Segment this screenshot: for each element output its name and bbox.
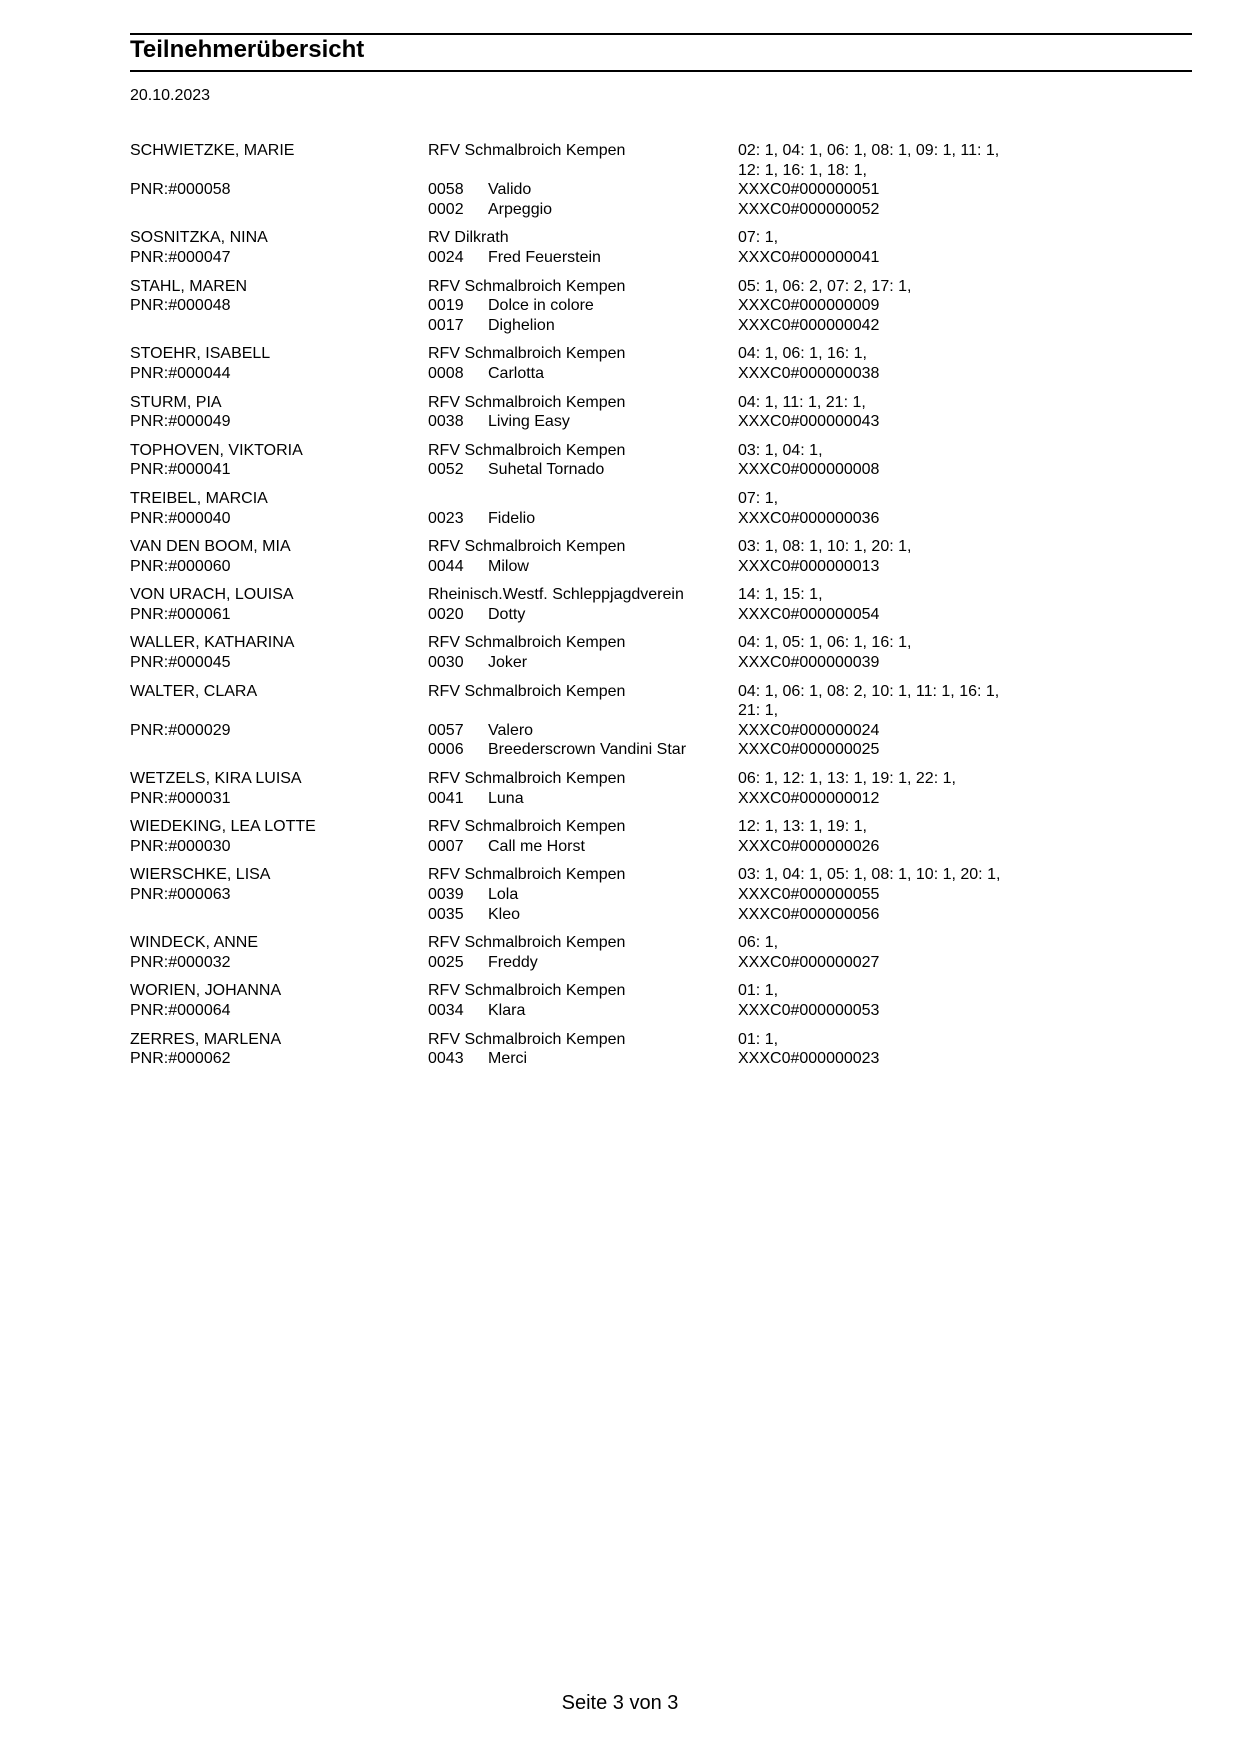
horse-code: XXXC0#000000053 (738, 1001, 880, 1019)
participant-name: WINDECK, ANNE (130, 934, 259, 952)
horse-number: 0052 (428, 461, 464, 479)
horse-number: 0023 (428, 509, 464, 527)
horse-code: XXXC0#000000023 (738, 1050, 880, 1068)
horse-name: Luna (488, 789, 524, 807)
participant-name: WALLER, KATHARINA (130, 634, 295, 652)
horse-name: Call me Horst (488, 837, 585, 855)
horse-number: 0019 (428, 297, 464, 315)
horse-name: Dolce in colore (488, 297, 594, 315)
entry-line (0, 981, 1240, 1001)
start-list: 12: 1, 13: 1, 19: 1, (738, 818, 867, 836)
entry-line (0, 393, 1240, 413)
horse-code: XXXC0#000000039 (738, 654, 880, 672)
entry-line (0, 489, 1240, 509)
horse-code: XXXC0#000000012 (738, 789, 880, 807)
participant-name: TREIBEL, MARCIA (130, 489, 268, 507)
entry-line (0, 141, 1240, 161)
horse-number: 0020 (428, 605, 464, 623)
horse-code: XXXC0#000000042 (738, 316, 880, 334)
horse-code: XXXC0#000000036 (738, 509, 880, 527)
horse-code: XXXC0#000000043 (738, 413, 880, 431)
horse-number: 0041 (428, 789, 464, 807)
horse-number: 0008 (428, 364, 464, 382)
horse-code: XXXC0#000000026 (738, 837, 880, 855)
entry-line (0, 701, 1240, 721)
club-name: RFV Schmalbroich Kempen (428, 866, 626, 884)
participant-pnr: PNR:#000048 (130, 297, 231, 315)
start-list: 03: 1, 08: 1, 10: 1, 20: 1, (738, 538, 912, 556)
start-list: 07: 1, (738, 229, 779, 247)
horse-name: Living Easy (488, 413, 570, 431)
start-list: 01: 1, (738, 1030, 779, 1048)
entry-line (0, 682, 1240, 702)
horse-code: XXXC0#000000055 (738, 886, 880, 903)
page-title: Teilnehmerübersicht (130, 36, 365, 63)
participant-pnr: PNR:#000062 (130, 1050, 231, 1068)
participant-entry (0, 769, 1240, 808)
start-list: 04: 1, 06: 1, 16: 1, (738, 345, 867, 363)
participant-name: SCHWIETZKE, MARIE (130, 142, 295, 159)
horse-code: XXXC0#000000009 (738, 297, 880, 315)
horse-number: 0057 (428, 721, 464, 739)
entry-line (0, 441, 1240, 461)
entry-line (0, 412, 1240, 432)
participant-entry (0, 865, 1240, 924)
entry-line (0, 865, 1240, 885)
horse-code: XXXC0#000000013 (738, 557, 880, 575)
horse-code: XXXC0#000000052 (738, 200, 880, 218)
participant-name: STURM, PIA (130, 393, 222, 411)
participant-name: STOEHR, ISABELL (130, 345, 271, 363)
entry-line (0, 316, 1240, 336)
entry-line (0, 633, 1240, 653)
horse-name: Fred Feuerstein (488, 248, 601, 266)
club-name: RFV Schmalbroich Kempen (428, 345, 626, 363)
club-name: RFV Schmalbroich Kempen (428, 393, 626, 411)
participant-pnr: PNR:#000044 (130, 364, 231, 382)
club-name: RFV Schmalbroich Kempen (428, 982, 626, 1000)
horse-number: 0002 (428, 200, 464, 218)
entry-line (0, 557, 1240, 577)
participant-name: SOSNITZKA, NINA (130, 229, 268, 247)
entry-line (0, 789, 1240, 809)
entry-line (0, 721, 1240, 741)
participant-entry (0, 682, 1240, 760)
participant-pnr: PNR:#000030 (130, 837, 231, 855)
horse-name: Lola (488, 886, 519, 903)
horse-name: Fidelio (488, 509, 536, 527)
club-name: RFV Schmalbroich Kempen (428, 441, 626, 459)
entry-line (0, 180, 1240, 200)
participant-entry (0, 933, 1240, 972)
horse-code: XXXC0#000000054 (738, 605, 880, 623)
start-list: 01: 1, (738, 982, 779, 1000)
entry-line (0, 364, 1240, 384)
horse-number: 0043 (428, 1050, 464, 1068)
participant-name: WIERSCHKE, LISA (130, 866, 271, 884)
entry-line (0, 605, 1240, 625)
start-list-continued: 12: 1, 16: 1, 18: 1, (738, 161, 867, 179)
participant-pnr: PNR:#000049 (130, 413, 231, 431)
participant-entry (0, 537, 1240, 576)
participant-entry (0, 633, 1240, 672)
club-name: RFV Schmalbroich Kempen (428, 818, 626, 836)
entry-line (0, 905, 1240, 925)
participant-pnr: PNR:#000040 (130, 509, 231, 527)
horse-number: 0034 (428, 1001, 464, 1019)
entry-line (0, 817, 1240, 837)
entry-line (0, 1001, 1240, 1021)
participant-entry (0, 1030, 1240, 1069)
participant-name: WETZELS, KIRA LUISA (130, 770, 302, 788)
start-list: 02: 1, 04: 1, 06: 1, 08: 1, 09: 1, 11: 1, (738, 142, 1000, 159)
horse-name: Valido (488, 181, 532, 199)
entry-line (0, 537, 1240, 557)
horse-name: Milow (488, 557, 529, 575)
horse-number: 0025 (428, 953, 464, 971)
horse-name: Breederscrown Vandini Star (488, 741, 687, 759)
horse-name: Freddy (488, 953, 538, 971)
participant-pnr: PNR:#000029 (130, 721, 231, 739)
participant-name: WALTER, CLARA (130, 682, 258, 700)
horse-code: XXXC0#000000051 (738, 181, 880, 199)
entry-line (0, 885, 1240, 905)
participant-pnr: PNR:#000041 (130, 461, 231, 479)
horse-code: XXXC0#000000041 (738, 248, 880, 266)
start-list: 03: 1, 04: 1, (738, 441, 823, 459)
entry-line (0, 653, 1240, 673)
club-name: RFV Schmalbroich Kempen (428, 934, 626, 952)
top-rule (130, 33, 1192, 35)
start-list: 07: 1, (738, 489, 779, 507)
horse-number: 0038 (428, 413, 464, 431)
participant-pnr: PNR:#000064 (130, 1001, 231, 1019)
entry-line (0, 161, 1240, 181)
horse-name: Valero (488, 721, 534, 739)
participant-name: WIEDEKING, LEA LOTTE (130, 818, 316, 836)
club-name: RFV Schmalbroich Kempen (428, 277, 626, 295)
start-list: 04: 1, 06: 1, 08: 2, 10: 1, 11: 1, 16: 1, (738, 682, 1000, 700)
horse-number: 0017 (428, 316, 464, 334)
entry-line (0, 1030, 1240, 1050)
start-list: 05: 1, 06: 2, 07: 2, 17: 1, (738, 277, 912, 295)
entry-line (0, 248, 1240, 268)
start-list: 14: 1, 15: 1, (738, 586, 823, 604)
participant-pnr: PNR:#000031 (130, 789, 231, 807)
start-list: 04: 1, 11: 1, 21: 1, (738, 393, 866, 411)
start-list: 03: 1, 04: 1, 05: 1, 08: 1, 10: 1, 20: 1, (738, 866, 1001, 884)
entry-line (0, 277, 1240, 297)
participant-entry (0, 344, 1240, 383)
entry-line (0, 200, 1240, 220)
participant-name: VAN DEN BOOM, MIA (130, 538, 291, 556)
participant-entry (0, 817, 1240, 856)
participant-name: STAHL, MAREN (130, 277, 248, 295)
entry-line (0, 509, 1240, 529)
participant-entry (0, 981, 1240, 1020)
horse-number: 0039 (428, 886, 464, 903)
entry-line (0, 933, 1240, 953)
participant-pnr: PNR:#000032 (130, 953, 231, 971)
participant-name: TOPHOVEN, VIKTORIA (130, 441, 303, 459)
entry-line (0, 740, 1240, 760)
club-name: RFV Schmalbroich Kempen (428, 770, 626, 788)
entry-line (0, 460, 1240, 480)
entry-line (0, 296, 1240, 316)
entry-line (0, 1049, 1240, 1069)
horse-name: Dotty (488, 605, 526, 623)
club-name: RV Dilkrath (428, 229, 509, 247)
club-name: RFV Schmalbroich Kempen (428, 538, 626, 556)
horse-name: Dighelion (488, 316, 555, 334)
horse-name: Carlotta (488, 364, 545, 382)
participant-pnr: PNR:#000045 (130, 654, 231, 672)
start-list: 06: 1, 12: 1, 13: 1, 19: 1, 22: 1, (738, 770, 956, 788)
horse-code: XXXC0#000000056 (738, 905, 880, 923)
participant-entry (0, 441, 1240, 480)
start-list-continued: 21: 1, (738, 702, 779, 720)
entry-line (0, 769, 1240, 789)
entry-line (0, 837, 1240, 857)
horse-code: XXXC0#000000038 (738, 364, 880, 382)
participant-entry (0, 277, 1240, 336)
participant-list (0, 141, 1240, 1078)
page-footer: Seite 3 von 3 (561, 1692, 679, 1714)
participant-pnr: PNR:#000058 (130, 181, 231, 199)
participant-entry (0, 585, 1240, 624)
horse-number: 0035 (428, 905, 464, 923)
club-name: RFV Schmalbroich Kempen (428, 682, 626, 700)
participant-name: WORIEN, JOHANNA (130, 982, 282, 1000)
horse-code: XXXC0#000000025 (738, 741, 880, 759)
horse-name: Kleo (488, 905, 521, 923)
club-name: RFV Schmalbroich Kempen (428, 1030, 626, 1048)
horse-name: Merci (488, 1050, 528, 1068)
horse-code: XXXC0#000000027 (738, 953, 880, 971)
participant-name: VON URACH, LOUISA (130, 586, 294, 604)
participant-entry (0, 228, 1240, 267)
participant-name: ZERRES, MARLENA (130, 1030, 282, 1048)
entry-line (0, 585, 1240, 605)
participant-entry (0, 489, 1240, 528)
horse-number: 0006 (428, 741, 464, 759)
participant-pnr: PNR:#000047 (130, 248, 231, 266)
title-underline (130, 70, 1192, 72)
horse-number: 0007 (428, 837, 464, 855)
horse-code: XXXC0#000000008 (738, 461, 880, 479)
report-date: 20.10.2023 (130, 87, 211, 104)
participant-entry (0, 141, 1240, 219)
horse-number: 0030 (428, 654, 464, 672)
horse-number: 0058 (428, 181, 464, 199)
horse-number: 0024 (428, 248, 464, 266)
start-list: 04: 1, 05: 1, 06: 1, 16: 1, (738, 634, 912, 652)
entry-line (0, 344, 1240, 364)
club-name: RFV Schmalbroich Kempen (428, 142, 626, 159)
horse-code: XXXC0#000000024 (738, 721, 880, 739)
club-name: RFV Schmalbroich Kempen (428, 634, 626, 652)
horse-name: Arpeggio (488, 200, 553, 218)
horse-name: Klara (488, 1001, 526, 1019)
participant-pnr: PNR:#000061 (130, 605, 231, 623)
start-list: 06: 1, (738, 934, 779, 952)
participant-pnr: PNR:#000060 (130, 557, 231, 575)
entry-line (0, 953, 1240, 973)
club-name: Rheinisch.Westf. Schleppjagdverein (428, 586, 684, 604)
horse-number: 0044 (428, 557, 464, 575)
horse-name: Joker (488, 654, 528, 672)
horse-name: Suhetal Tornado (488, 461, 605, 479)
entry-line (0, 228, 1240, 248)
participant-pnr: PNR:#000063 (130, 886, 231, 903)
participant-entry (0, 393, 1240, 432)
